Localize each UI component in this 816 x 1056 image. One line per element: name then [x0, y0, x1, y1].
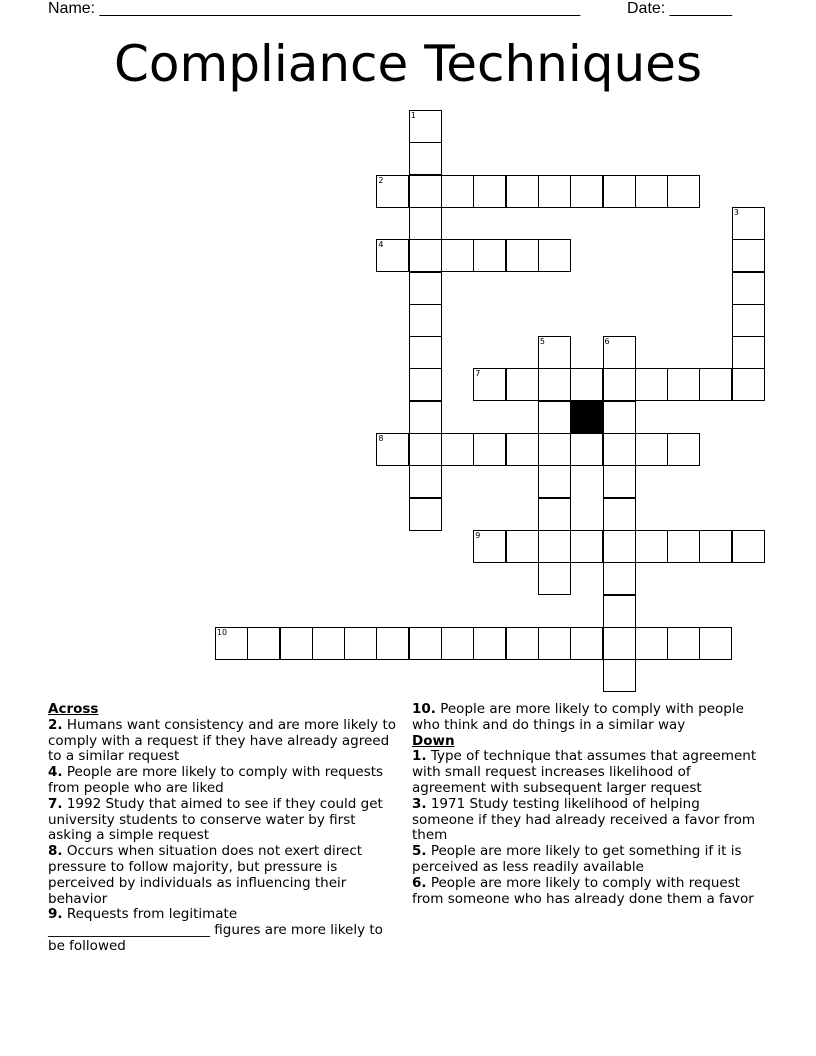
crossword-cell[interactable] [667, 627, 700, 660]
crossword-cell[interactable] [473, 239, 506, 272]
crossword-cell[interactable] [699, 627, 732, 660]
page-title: Compliance Techniques [113, 35, 702, 93]
crossword-cell[interactable] [409, 401, 442, 434]
crossword-cell[interactable] [603, 336, 636, 369]
clue-text: People are more likely to comply with request from someone who has already done them a favor [412, 874, 754, 907]
crossword-cell[interactable] [732, 239, 765, 272]
crossword-cell[interactable] [538, 239, 571, 272]
cell-number: 2 [378, 175, 384, 185]
crossword-cell[interactable] [441, 627, 474, 660]
crossword-cell[interactable] [409, 207, 442, 240]
crossword-cell[interactable] [732, 336, 765, 369]
crossword-cell[interactable] [409, 627, 442, 660]
cell-number: 4 [378, 240, 384, 250]
crossword-cell[interactable] [409, 498, 442, 531]
down-clue-3 [412, 797, 762, 844]
cell-number: 7 [475, 369, 481, 379]
crossword-cell[interactable] [215, 627, 248, 660]
across-clue-8 [48, 844, 398, 907]
clue-number: 3. [412, 795, 427, 812]
cell-number: 10 [216, 627, 228, 637]
crossword-cell[interactable] [506, 433, 539, 466]
crossword-cell[interactable] [603, 368, 636, 401]
crossword-cell[interactable] [603, 465, 636, 498]
crossword-cell[interactable] [538, 530, 571, 563]
crossword-cell[interactable] [538, 498, 571, 531]
down-clue-1 [412, 749, 762, 796]
crossword-cell[interactable] [473, 433, 506, 466]
crossword-cell[interactable] [473, 368, 506, 401]
date-field-label: Date: _______ [627, 0, 732, 17]
crossword-cell[interactable] [667, 175, 700, 208]
crossword-cell[interactable] [603, 401, 636, 434]
crossword-cell[interactable] [538, 465, 571, 498]
crossword-cell[interactable] [409, 110, 442, 143]
crossword-cell[interactable] [409, 465, 442, 498]
crossword-cell[interactable] [473, 627, 506, 660]
crossword-cell[interactable] [667, 530, 700, 563]
crossword-cell[interactable] [699, 530, 732, 563]
cell-number: 8 [378, 434, 384, 443]
crossword-cell[interactable] [603, 659, 636, 692]
crossword-block [570, 401, 603, 434]
crossword-cell[interactable] [247, 627, 280, 660]
crossword-cell[interactable] [635, 368, 668, 401]
crossword-cell[interactable] [603, 595, 636, 628]
clues-column-left [48, 702, 398, 955]
across-clue-10 [412, 702, 762, 734]
clue-number: 7. [48, 795, 63, 812]
across-clue-4 [48, 765, 398, 797]
clue-number: 1. [412, 748, 427, 765]
crossword-cell[interactable] [732, 272, 765, 305]
clue-text: Requests from legitimate ________________________ figures are more likely to be followed [48, 906, 383, 954]
crossword-cell[interactable] [570, 175, 603, 208]
crossword-cell[interactable] [344, 627, 377, 660]
crossword-cell[interactable] [473, 175, 506, 208]
across-clue-7 [48, 797, 398, 844]
crossword-cell[interactable] [667, 368, 700, 401]
clue-text: 1992 Study that aimed to see if they could get university students to conserve water by first asking a simple request [48, 795, 383, 844]
across-clue-9 [48, 907, 398, 954]
cell-number: 1 [410, 111, 416, 120]
crossword-cell[interactable] [732, 530, 765, 563]
crossword-cell[interactable] [603, 175, 636, 208]
crossword-cell[interactable] [570, 368, 603, 401]
clue-text: Type of technique that assumes that agreement with small request increases likelihood of agreement with subsequent larger request [412, 748, 757, 796]
crossword-cell[interactable] [376, 175, 409, 208]
down-clue-6 [412, 876, 762, 908]
clues-column-right [412, 702, 762, 907]
crossword-cell[interactable] [473, 530, 506, 563]
crossword-cell[interactable] [667, 433, 700, 466]
crossword-cell[interactable] [409, 272, 442, 305]
crossword-cell[interactable] [538, 562, 571, 595]
crossword-cell[interactable] [635, 530, 668, 563]
crossword-cell[interactable] [409, 368, 442, 401]
crossword-cell[interactable] [538, 433, 571, 466]
crossword-cell[interactable] [506, 530, 539, 563]
crossword-cell[interactable] [732, 207, 765, 240]
crossword-cell[interactable] [409, 336, 442, 369]
crossword-cell[interactable] [409, 304, 442, 337]
clue-number: 6. [412, 874, 427, 891]
crossword-cell[interactable] [506, 627, 539, 660]
crossword-cell[interactable] [441, 175, 474, 208]
cell-number: 9 [475, 530, 481, 540]
crossword-cell[interactable] [409, 239, 442, 272]
crossword-cell[interactable] [538, 336, 571, 369]
name-field-label: Name: ______________________________________________________ [48, 0, 581, 17]
crossword-cell[interactable] [538, 627, 571, 660]
crossword-cell[interactable] [635, 627, 668, 660]
down-clue-5 [412, 844, 762, 876]
clue-number: 5. [412, 843, 427, 860]
crossword-cell[interactable] [506, 175, 539, 208]
clue-number: 10. [412, 701, 436, 717]
crossword-cell[interactable] [635, 433, 668, 466]
crossword-cell[interactable] [538, 175, 571, 208]
cell-number: 3 [733, 207, 739, 217]
crossword-cell[interactable] [732, 304, 765, 337]
clue-text: People are more likely to comply with requests from people who are liked [48, 764, 384, 796]
crossword-cell[interactable] [506, 368, 539, 401]
crossword-cell[interactable] [699, 368, 732, 401]
clue-text: People are more likely to get something if it is perceived as less readily available [412, 843, 742, 875]
crossword-cell[interactable] [603, 530, 636, 563]
crossword-cell[interactable] [570, 433, 603, 466]
crossword-cell[interactable] [409, 142, 442, 175]
crossword-cell[interactable] [538, 401, 571, 434]
across-heading: Across [48, 701, 99, 717]
crossword-cell[interactable] [441, 239, 474, 272]
crossword-cell[interactable] [603, 433, 636, 466]
crossword-cell[interactable] [603, 562, 636, 595]
crossword-cell[interactable] [280, 627, 313, 660]
crossword-cell[interactable] [376, 433, 409, 466]
crossword-cell[interactable] [409, 433, 442, 466]
crossword-cell[interactable] [635, 175, 668, 208]
crossword-cell[interactable] [376, 239, 409, 272]
cell-number: 5 [539, 337, 545, 347]
crossword-cell[interactable] [570, 627, 603, 660]
down-heading: Down [412, 732, 455, 749]
clue-number: 9. [48, 906, 63, 923]
clue-text: People are more likely to comply with people who think and do things in a similar way [412, 701, 744, 733]
cell-number: 6 [604, 337, 610, 347]
clue-text: 1971 Study testing likelihood of helping someone if they had already received a favor from them [412, 795, 756, 844]
crossword-cell[interactable] [570, 530, 603, 563]
crossword-cell[interactable] [506, 239, 539, 272]
crossword-cell[interactable] [603, 627, 636, 660]
crossword-cell[interactable] [376, 627, 409, 660]
crossword-cell[interactable] [603, 498, 636, 531]
crossword-cell[interactable] [312, 627, 345, 660]
clue-text: Occurs when situation does not exert direct pressure to follow majority, but pressure is perceived by individuals as influencing their behavior [48, 843, 363, 907]
clue-number: 2. [48, 716, 63, 733]
clue-number: 4. [48, 764, 63, 781]
crossword-cell[interactable] [538, 368, 571, 401]
crossword-cell[interactable] [409, 175, 442, 208]
clue-number: 8. [48, 843, 63, 860]
crossword-cell[interactable] [441, 433, 474, 466]
crossword-cell[interactable] [732, 368, 765, 401]
clue-text: Humans want consistency and are more likely to comply with a request if they have already agreed to a similar request [48, 716, 397, 765]
across-clue-2 [48, 718, 398, 765]
